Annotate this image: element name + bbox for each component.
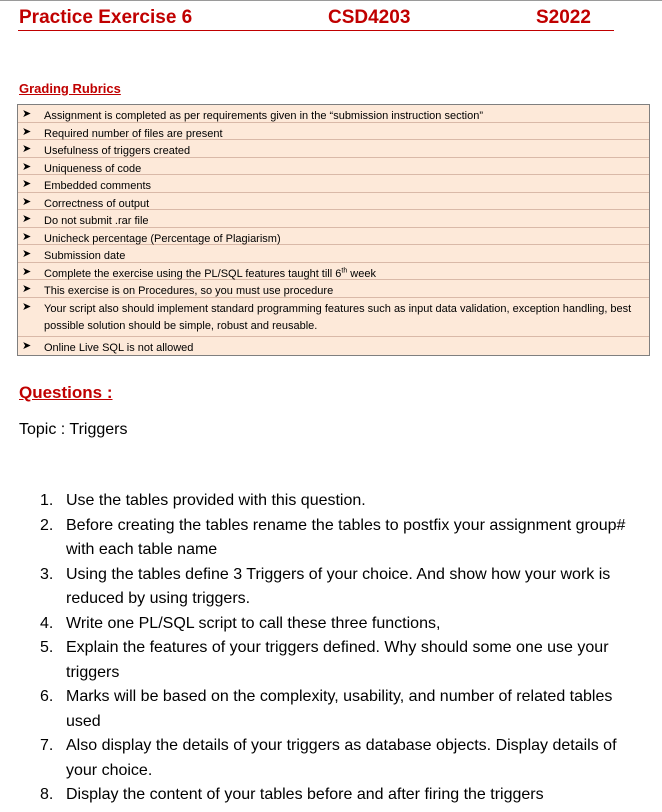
- item-number: 6.: [40, 688, 54, 705]
- item-text: Use the tables provided with this question.: [66, 492, 366, 509]
- arrow-bullet-icon: ➤: [22, 125, 32, 138]
- rubric-row: [18, 193, 649, 211]
- arrow-bullet-icon: ➤: [22, 213, 32, 225]
- rubric-row: [18, 158, 649, 176]
- rubric-text: Your script also should implement standard programming features such as input data validation, exception handling, best possible solution should be simple, robust and reusable.: [44, 302, 632, 332]
- list-item: [40, 636, 640, 685]
- rubric-text: Complete the exercise using the PL/SQL features taught till 6th week: [44, 266, 376, 280]
- item-number: 4.: [40, 614, 54, 632]
- arrow-bullet-icon: ➤: [22, 143, 32, 155]
- list-item: [40, 612, 640, 637]
- arrow-bullet-icon: ➤: [22, 300, 32, 313]
- item-text: Before creating the tables rename the tables to postfix your assignment group# with each table name: [66, 516, 626, 558]
- rubric-row: [18, 210, 649, 228]
- exercise-title: Practice Exercise 6: [19, 7, 193, 28]
- rubric-row: [18, 228, 649, 246]
- list-item: [40, 685, 640, 734]
- rubric-row: [18, 140, 649, 158]
- rubric-text: Online Live SQL is not allowed: [44, 341, 194, 354]
- rubric-row: [18, 263, 649, 281]
- rubric-row: [18, 175, 649, 193]
- rubrics-heading: Grading Rubrics: [19, 81, 121, 96]
- arrow-bullet-icon: ➤: [22, 108, 32, 120]
- rubric-text: Uniqueness of code: [44, 162, 142, 175]
- item-text: Also display the details of your triggers as database objects. Display details of your choice.: [66, 737, 617, 779]
- arrow-bullet-icon: ➤: [22, 160, 32, 173]
- list-item: [40, 514, 640, 563]
- topic-line: Topic : Triggers: [19, 421, 128, 438]
- arrow-bullet-icon: ➤: [22, 339, 32, 352]
- item-number: 1.: [40, 492, 54, 509]
- item-number: 7.: [40, 737, 54, 754]
- questions-heading: Questions :: [19, 383, 113, 402]
- arrow-bullet-icon: ➤: [22, 283, 32, 295]
- rubric-text: Assignment is completed as per requirements given in the “submission instruction section”: [44, 110, 483, 122]
- item-number: 2.: [40, 516, 54, 534]
- item-text: Explain the features of your triggers defined. Why should some one use your triggers: [66, 639, 609, 681]
- term-label: S2022: [536, 7, 591, 28]
- arrow-bullet-icon: ➤: [22, 248, 32, 260]
- rubric-row: [18, 280, 649, 298]
- rubric-row: [18, 245, 649, 263]
- list-item: [40, 563, 640, 612]
- item-text: Write one PL/SQL script to call these three functions,: [66, 614, 441, 632]
- arrow-bullet-icon: ➤: [22, 230, 32, 243]
- rubric-text: Do not submit .rar file: [44, 215, 149, 227]
- rubric-row: [18, 337, 649, 356]
- rubric-text: Unicheck percentage (Percentage of Plagiarism): [44, 232, 281, 245]
- rubric-text: Correctness of output: [44, 197, 150, 210]
- item-number: 5.: [40, 639, 54, 656]
- item-text: Display the content of your tables before and after firing the triggers: [66, 786, 544, 803]
- document-header: [18, 6, 614, 31]
- list-item: [40, 783, 640, 808]
- course-code: CSD4203: [328, 7, 411, 28]
- item-text: Using the tables define 3 Triggers of your choice. And show how your work is reduced by using triggers.: [66, 565, 611, 607]
- rubric-text: Required number of files are present: [44, 127, 223, 140]
- rubric-text: Usefulness of triggers created: [44, 145, 191, 157]
- item-text: Marks will be based on the complexity, usability, and number of related tables used: [66, 688, 613, 730]
- superscript-th: th: [341, 266, 348, 274]
- rubrics-table: [17, 104, 650, 356]
- rubric-text: This exercise is on Procedures, so you must use procedure: [44, 285, 334, 297]
- rubric-text: Submission date: [44, 250, 126, 262]
- questions-list: [40, 489, 640, 808]
- rubric-text: Embedded comments: [44, 180, 151, 192]
- list-item: [40, 734, 640, 783]
- rubric-row: [18, 105, 649, 123]
- item-number: 3.: [40, 565, 54, 583]
- arrow-bullet-icon: ➤: [22, 195, 32, 208]
- list-item: [40, 489, 640, 514]
- item-number: 8.: [40, 786, 54, 803]
- arrow-bullet-icon: ➤: [22, 265, 32, 278]
- top-rule: [0, 0, 662, 1]
- arrow-bullet-icon: ➤: [22, 178, 32, 190]
- rubric-row: [18, 123, 649, 141]
- rubric-row: [18, 298, 649, 337]
